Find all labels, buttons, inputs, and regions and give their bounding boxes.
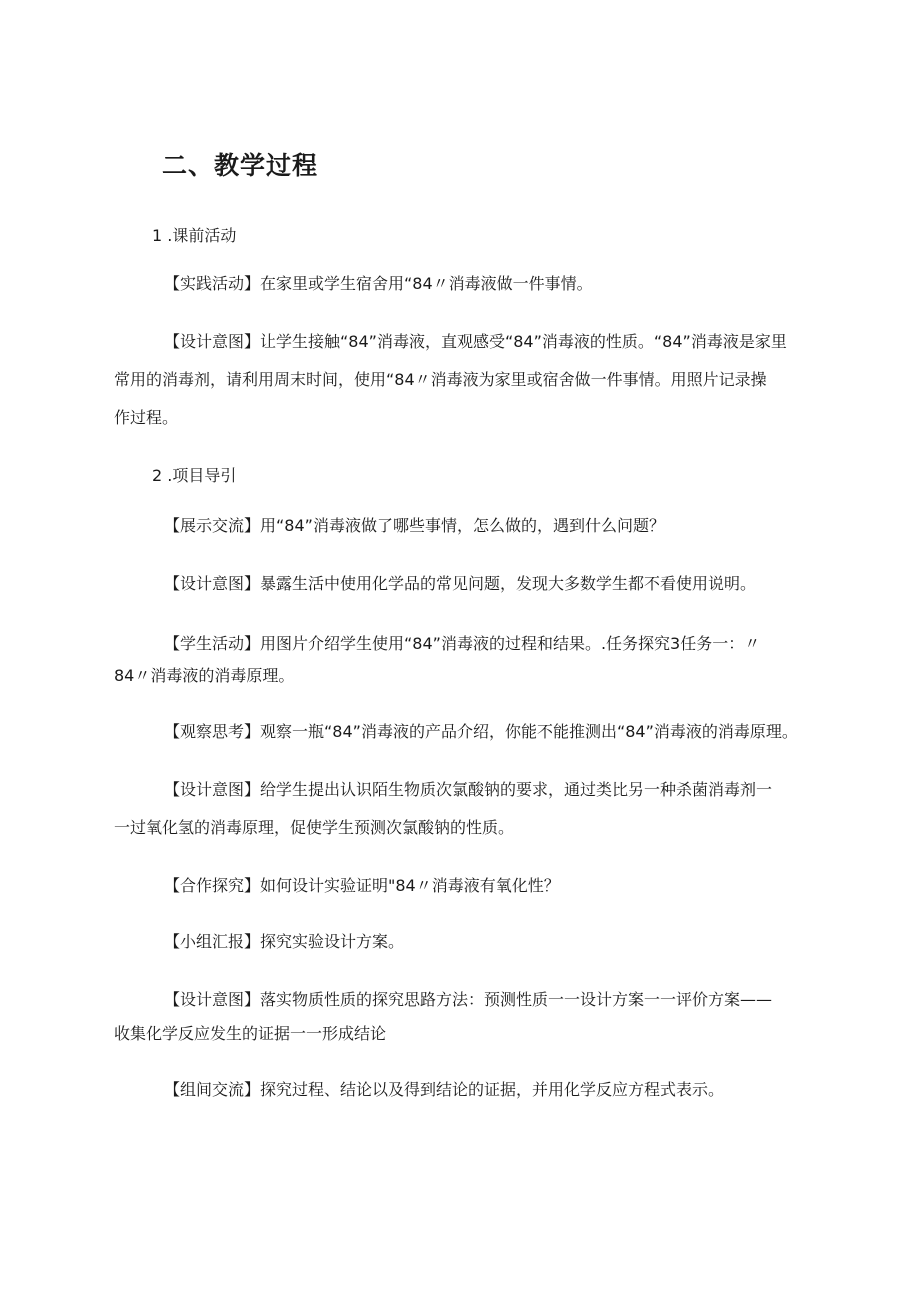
paragraph-student-activity-line-1: 【学生活动】用图片介绍学生使用“84”消毒液的过程和结果。.任务探究3任务一：〃: [164, 634, 761, 653]
paragraph-design-intent-1-line-1: 【设计意图】让学生接触“84”消毒液，直观感受“84”消毒液的性质。“84”消毒液是家里: [164, 332, 787, 351]
subheading-project-guide: 2 .项目导引: [152, 466, 237, 485]
paragraph-cooperative-inquiry: 【合作探究】如何设计实验证明"84〃消毒液有氧化性？: [164, 876, 560, 895]
paragraph-group-report: 【小组汇报】探究实验设计方案。: [164, 932, 405, 951]
section-title: 二、教学过程: [162, 151, 319, 180]
paragraph-show-exchange: 【展示交流】用“84”消毒液做了哪些事情，怎么做的，遇到什么问题？: [164, 516, 665, 535]
paragraph-design-intent-1-line-2: 常用的消毒剂，请利用周末时间，使用“84〃消毒液为家里或宿舍做一件事情。用照片记录操: [114, 370, 767, 389]
paragraph-design-intent-4-line-1: 【设计意图】落实物质性质的探究思路方法：预测性质一一设计方案一一评价方案——: [164, 990, 773, 1009]
paragraph-inter-group-exchange: 【组间交流】探究过程、结论以及得到结论的证据，并用化学反应方程式表示。: [164, 1080, 725, 1099]
paragraph-design-intent-2: 【设计意图】暴露生活中使用化学品的常见问题，发现大多数学生都不看使用说明。: [164, 574, 757, 593]
paragraph-design-intent-3-line-2: 一过氧化氢的消毒原理，促使学生预测次氯酸钠的性质。: [114, 818, 515, 837]
subheading-pre-class-activity: 1 .课前活动: [152, 226, 237, 245]
paragraph-observe-think: 【观察思考】观察一瓶“84”消毒液的产品介绍，你能不能推测出“84”消毒液的消毒原理。: [164, 722, 798, 741]
paragraph-design-intent-3-line-1: 【设计意图】给学生提出认识陌生物质次氯酸钠的要求，通过类比另一种杀菌消毒剂一: [164, 780, 773, 799]
paragraph-student-activity-line-2: 84〃消毒液的消毒原理。: [114, 666, 295, 685]
paragraph-design-intent-1-line-3: 作过程。: [114, 408, 179, 427]
paragraph-practice-activity: 【实践活动】在家里或学生宿舍用“84〃消毒液做一件事情。: [164, 274, 593, 293]
paragraph-design-intent-4-line-2: 收集化学反应发生的证据一一形成结论: [114, 1024, 387, 1043]
